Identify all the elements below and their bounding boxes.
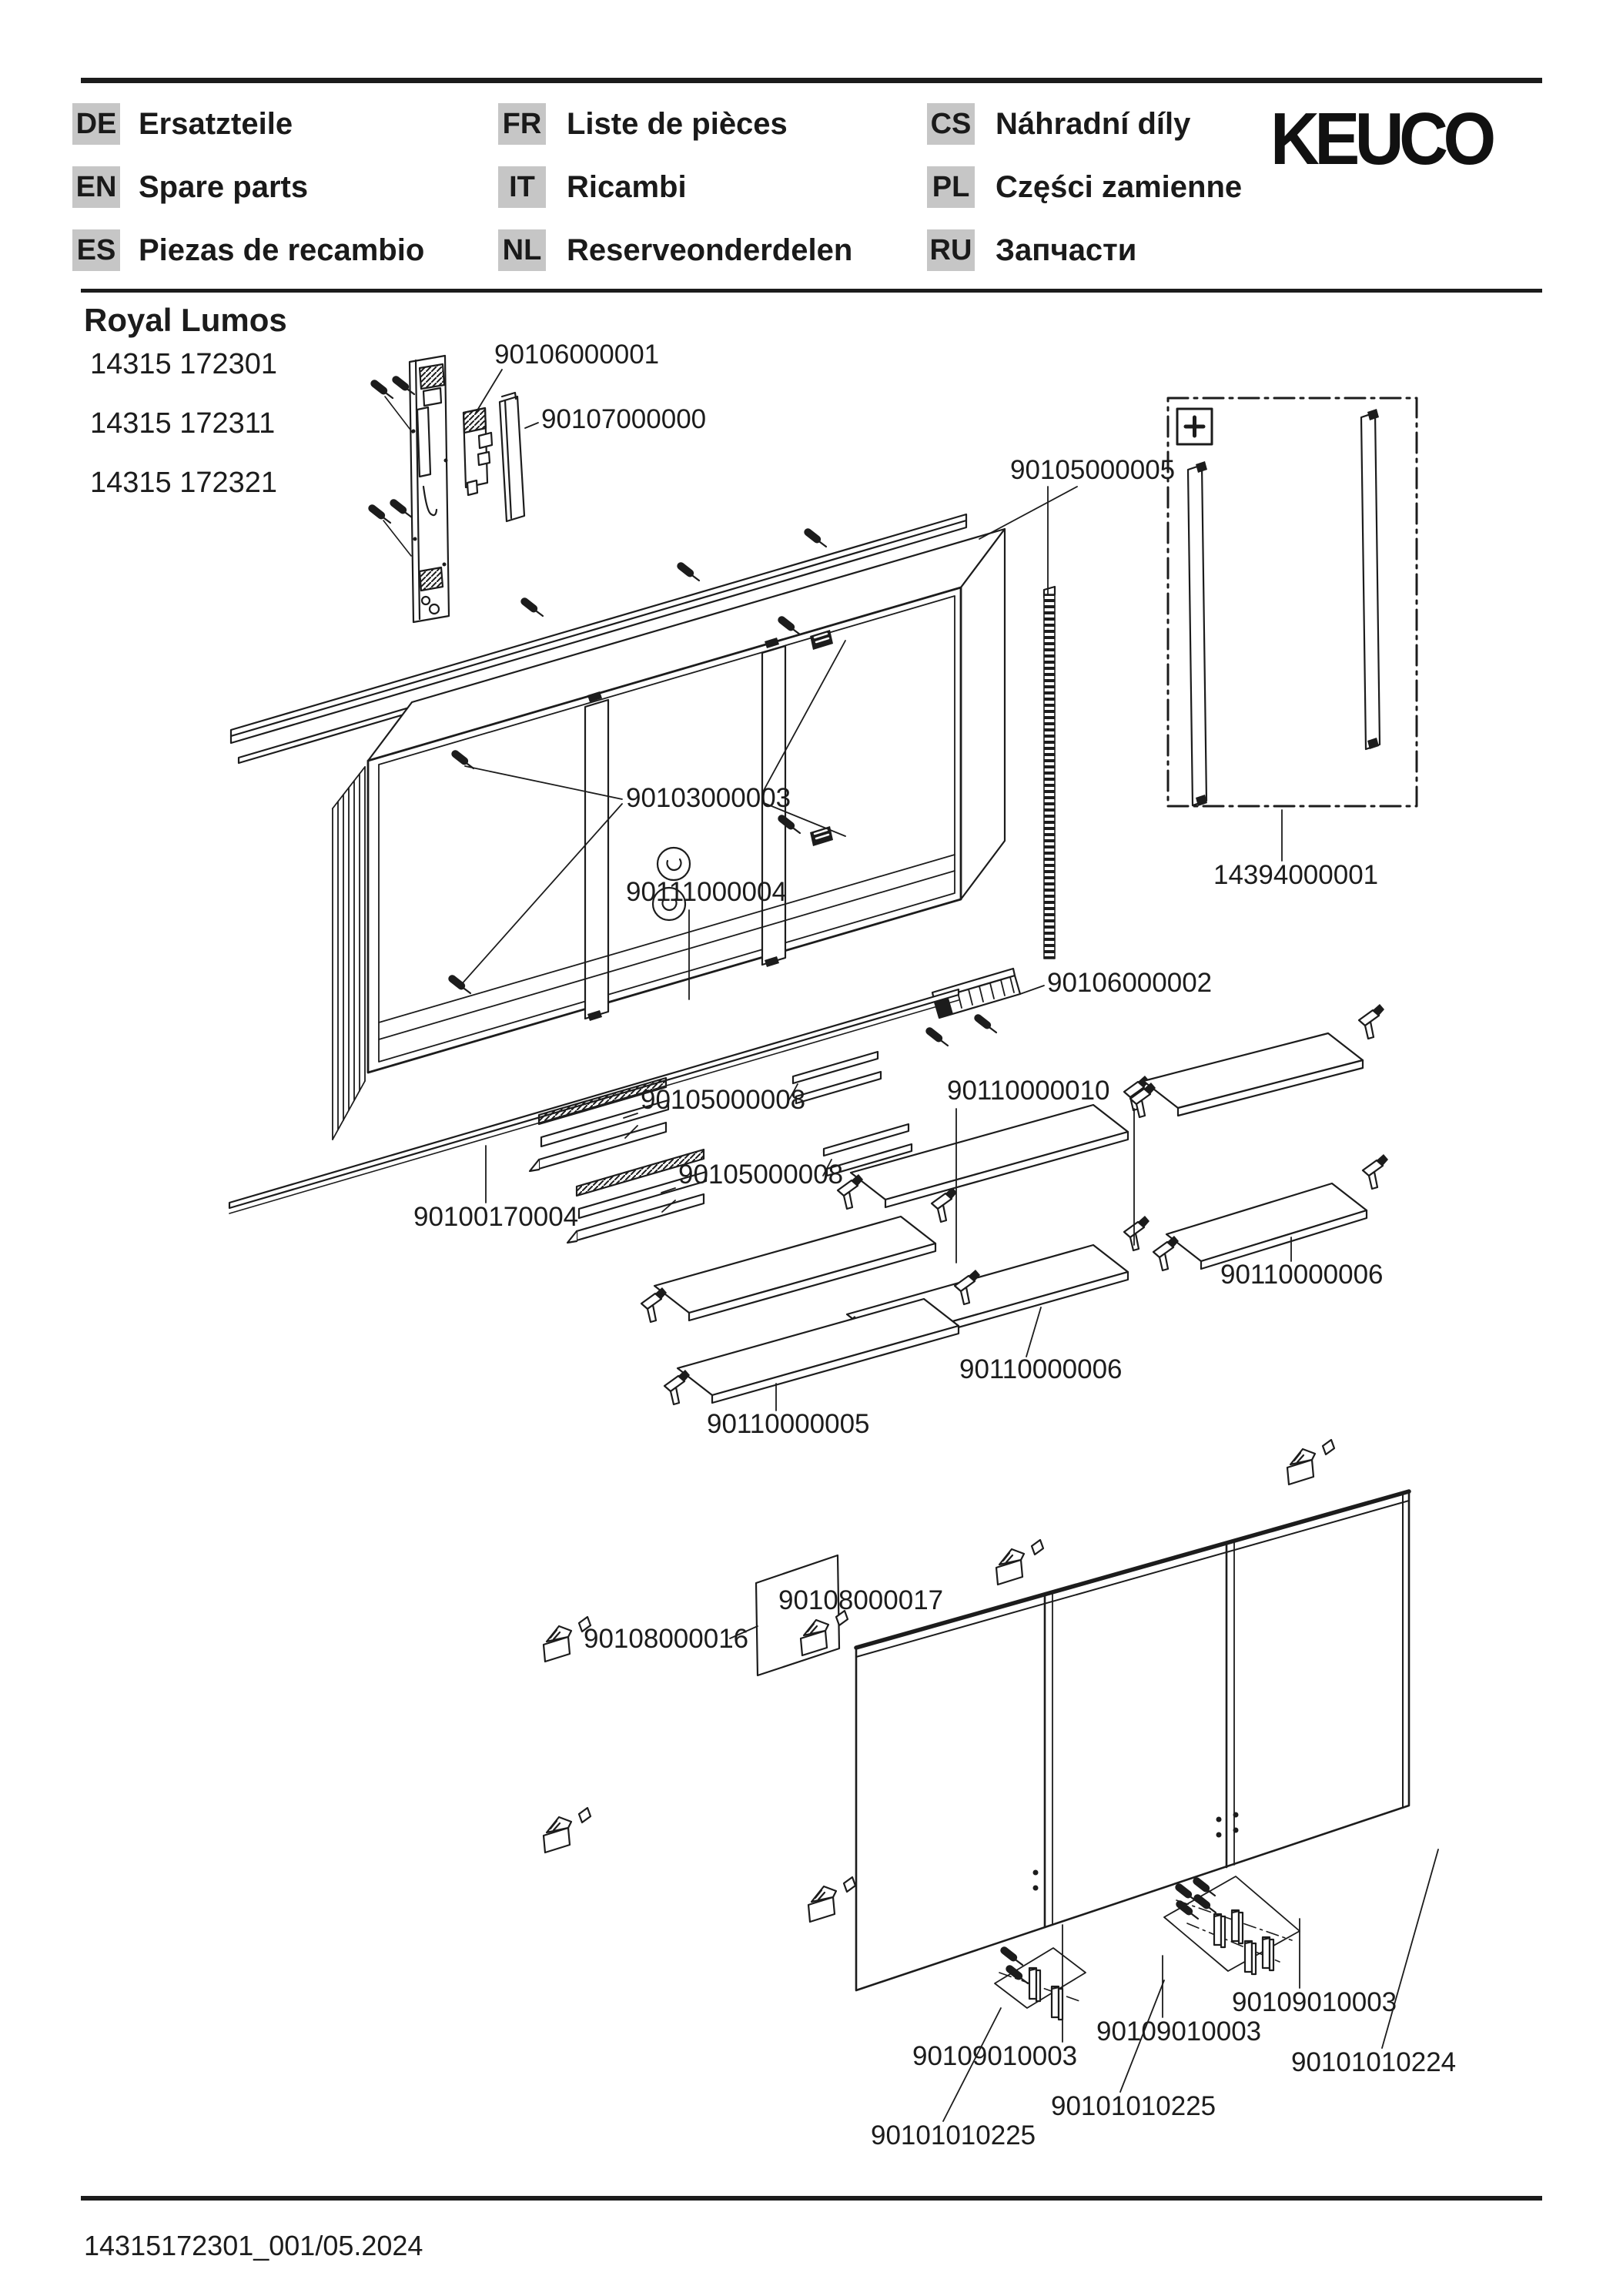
part-label: 90108000017 bbox=[778, 1585, 944, 1615]
shelf-clip-icon bbox=[641, 1287, 667, 1322]
mirror-doors bbox=[856, 1491, 1409, 1990]
document-id: 14315172301_001/05.2024 bbox=[84, 2230, 423, 2261]
screw-icon bbox=[519, 596, 543, 616]
vertical-led-strip bbox=[1044, 587, 1055, 959]
shelf-clip-icon bbox=[1153, 1236, 1179, 1270]
hinge-pin-icon bbox=[1263, 1937, 1273, 1970]
lang-label-fr: Liste de pièces bbox=[567, 107, 788, 141]
shelf-clip-icon bbox=[1124, 1216, 1149, 1250]
part-label: 90110000006 bbox=[959, 1354, 1123, 1384]
led-driver-bottom bbox=[924, 969, 1020, 1046]
door-hinge-icon bbox=[996, 1540, 1043, 1585]
lang-badge-it: IT bbox=[498, 166, 546, 208]
door-hinge-icon bbox=[1287, 1440, 1334, 1484]
hinge-pin-set bbox=[995, 1945, 1086, 2020]
screw-icon bbox=[675, 561, 699, 581]
screw-icon bbox=[972, 1012, 996, 1033]
screw-icon bbox=[802, 527, 826, 547]
lang-badge-ru: RU bbox=[927, 229, 975, 271]
product-variant: 14315 172321 bbox=[90, 467, 278, 499]
door-hinge-icon bbox=[808, 1877, 855, 1922]
part-label: 90109010003 bbox=[1096, 2017, 1262, 2047]
part-label: 90101010225 bbox=[871, 2120, 1036, 2150]
shelf-clip-icon bbox=[1363, 1154, 1388, 1189]
part-label: 90105000008 bbox=[678, 1160, 844, 1190]
led-transformer-top bbox=[463, 408, 492, 495]
shelf-clip-icon bbox=[1359, 1004, 1384, 1039]
part-label: 90109010003 bbox=[912, 2041, 1078, 2071]
part-label: 90103000003 bbox=[626, 783, 791, 813]
light-profile bbox=[1188, 461, 1207, 806]
lang-badge-de: DE bbox=[72, 103, 120, 145]
lang-label-de: Ersatzteile bbox=[139, 107, 293, 141]
glass-shelf bbox=[1130, 1004, 1384, 1117]
hinge-pin-icon bbox=[1029, 1968, 1040, 2001]
product-variant: 14315 172311 bbox=[90, 407, 276, 440]
lang-badge-cs: CS bbox=[927, 103, 975, 145]
glass-shelf bbox=[1153, 1154, 1388, 1270]
hinge-detail-outline bbox=[756, 1555, 839, 1675]
product-name: Royal Lumos bbox=[84, 302, 287, 338]
keuco-logo: KEUCO bbox=[1270, 98, 1491, 180]
screw-icon bbox=[388, 497, 412, 517]
lang-label-en: Spare parts bbox=[139, 170, 309, 204]
part-label: 90105000005 bbox=[1010, 455, 1176, 485]
lang-label-nl: Reserveonderdelen bbox=[567, 233, 853, 267]
lang-label-it: Ricambi bbox=[567, 170, 687, 204]
hinge-pin-icon bbox=[1232, 1910, 1243, 1943]
part-label: 90110000010 bbox=[947, 1076, 1110, 1106]
hinge-pin-icon bbox=[1245, 1941, 1256, 1974]
part-label: 90106000002 bbox=[1047, 968, 1213, 998]
screw-icon bbox=[369, 378, 393, 398]
part-label: 90101010224 bbox=[1291, 2047, 1457, 2077]
lang-badge-es: ES bbox=[72, 229, 120, 271]
part-label: 90106000001 bbox=[494, 340, 660, 370]
screw-icon bbox=[999, 1945, 1022, 1965]
part-label: 90111000004 bbox=[626, 877, 787, 907]
screw-icon bbox=[1173, 1882, 1197, 1902]
optional-accessory-box bbox=[1168, 398, 1417, 806]
lang-label-ru: Запчасти bbox=[996, 233, 1137, 267]
part-label: 90110000005 bbox=[707, 1409, 870, 1439]
hinge-pin-set bbox=[1164, 1876, 1300, 1974]
part-label: 14394000001 bbox=[1213, 860, 1379, 890]
part-label: 90107000000 bbox=[541, 404, 707, 434]
part-label: 90109010003 bbox=[1232, 1987, 1397, 2017]
cover-profile bbox=[500, 393, 524, 521]
hinge-pin-icon bbox=[1214, 1914, 1225, 1947]
part-label: 90108000016 bbox=[584, 1624, 749, 1654]
lang-badge-en: EN bbox=[72, 166, 120, 208]
shelf-clip-icon bbox=[664, 1370, 690, 1404]
lang-label-cs: Náhradní díly bbox=[996, 107, 1191, 141]
part-label: 90105000008 bbox=[641, 1085, 806, 1115]
part-label: 90101010225 bbox=[1051, 2091, 1216, 2121]
lang-label-es: Piezas de recambio bbox=[139, 233, 425, 267]
hinge-pin-icon bbox=[1052, 1986, 1062, 2020]
door-hinge-icon bbox=[801, 1611, 848, 1655]
cabinet-body bbox=[333, 529, 1005, 1140]
lang-label-pl: Części zamienne bbox=[996, 170, 1243, 204]
lang-badge-pl: PL bbox=[927, 166, 975, 208]
footer-rule bbox=[81, 2196, 1542, 2201]
screw-icon bbox=[366, 503, 390, 523]
light-profile bbox=[1361, 409, 1380, 749]
screw-icon bbox=[924, 1026, 948, 1046]
product-variant: 14315 172301 bbox=[90, 348, 278, 380]
part-label: 90100170004 bbox=[413, 1202, 579, 1232]
screw-icon bbox=[1191, 1876, 1215, 1896]
wall-mounting-plate bbox=[366, 356, 449, 622]
led-strip-pair bbox=[793, 1052, 881, 1103]
part-label: 90110000006 bbox=[1220, 1260, 1384, 1290]
lang-badge-nl: NL bbox=[498, 229, 546, 271]
door-hinge-icon bbox=[544, 1808, 591, 1853]
lang-badge-fr: FR bbox=[498, 103, 546, 145]
